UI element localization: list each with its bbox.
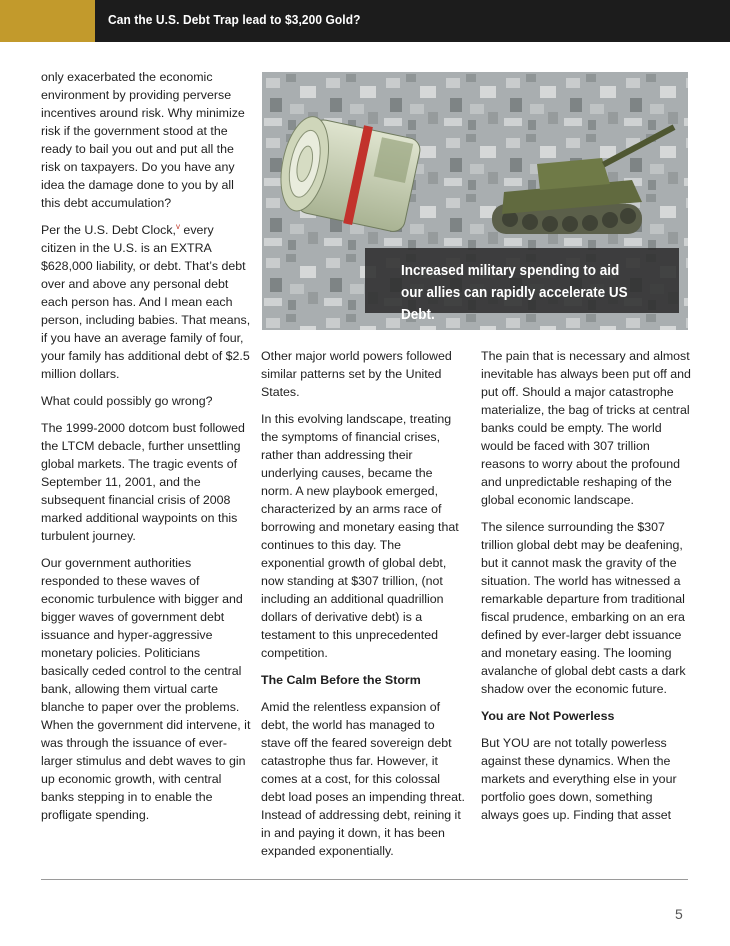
paragraph: Amid the relentless expansion of debt, the world has managed to stave off the feared sovereign debt catastrophe thus far. However, it comes at a cost, for this colossal debt load poses an impending threat. Instead of addressing debt, reining it in and paying it down, it has been expanded exponentially. (261, 700, 465, 858)
image-caption-box (365, 248, 679, 323)
paragraph: The 1999-2000 dotcom bust followed the LTCM debacle, further unsettling global markets. The tragic events of September 11, 2001, and the subsequent financial crisis of 2008 marked additional waypoints on this turbulent journey. (41, 421, 245, 543)
column-1 (41, 68, 251, 833)
paragraph: Per the U.S. Debt Clock,$^v$ every citizen in the U.S. is an EXTRA $628,000 liability, or debt. That’s debt over and above any personal debt each person has. And I mean each person, including babies. That means, if you have an average family of four, your family has additional debt of $2.5 million dollars. (41, 221, 251, 381)
document-title: Can the U.S. Debt Trap lead to $3,200 Gold? (108, 12, 361, 27)
page-number: 5 (675, 906, 683, 922)
footer-divider (41, 879, 688, 880)
section-heading: The Calm Before the Storm (261, 673, 421, 687)
paragraph: The pain that is necessary and almost inevitable has always been put off and put off. Should a major catastrophe materialize, the bag of tricks at central banks could be empty. The world would be faced with 307 trillion reasons to worry about the profound and unpredictable reshaping of the global economic landscape. (481, 349, 691, 507)
column-2 (261, 347, 466, 869)
header-accent (0, 0, 95, 42)
column-3 (481, 347, 691, 833)
paragraph: Other major world powers followed similar patterns set by the United States. (261, 349, 452, 399)
paragraph: In this evolving landscape, treating the symptoms of financial crises, rather than addressing their underlying causes, became the norm. A new playbook emerged, characterized by an arms race of borrowing and monetary easing that continues to this day. The exponential growth of global debt, now standing at $307 trillion, (not including an additional quadrillion dollars of derivative debt) is a testament to this unprecedented competition. (261, 412, 459, 660)
citation-marker[interactable]: v (175, 221, 180, 231)
paragraph: What could possibly go wrong? (41, 394, 213, 408)
paragraph: Our government authorities responded to these waves of economic turbulence with bigger and bigger waves of government debt issuance and hyper-aggressive monetary policies. Politicians basically ceded control to the central bank, allowing them virtual carte blanche to paper over the problems. When the government did intervene, it was through the issuance of ever-larger stimulus and debt waves to gin up economic growth, with central banks stepping in to enable the profligate spending. (41, 556, 251, 822)
paragraph: The silence surrounding the $307 trillion global debt may be deafening, but it cannot mask the gravity of the situation. The world has witnessed a remarkable departure from traditional fiscal prudence, embarking on an era defined by ever-larger debt issuance and monetary easing. The looming avalanche of global debt casts a dark shadow over the economic future. (481, 520, 686, 696)
paragraph: only exacerbated the economic environment by providing perverse incentives around risk. Why minimize risk if the government stood at the ready to bail you out and put all the risk on taxpayers. Do you have any idea the damage done to you by all this debt accumulation? (41, 70, 245, 210)
image-caption: Increased military spending to aid our allies can rapidly accelerate US Debt. (401, 262, 628, 323)
section-heading: You are Not Powerless (481, 709, 615, 723)
paragraph: But YOU are not totally powerless against these dynamics. When the markets and everything else in your portfolio goes down, something always goes up. Finding that asset (481, 736, 677, 822)
